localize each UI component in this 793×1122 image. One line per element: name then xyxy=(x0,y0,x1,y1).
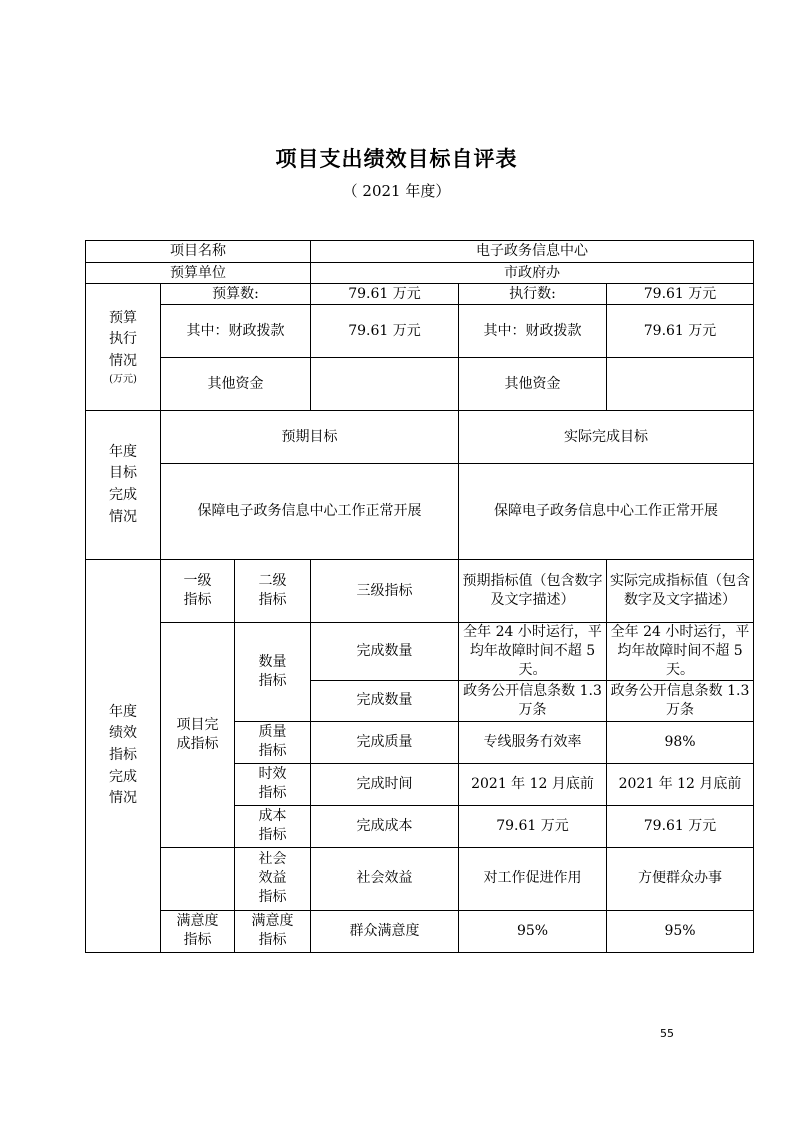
table-row xyxy=(86,847,754,910)
cost-indicator-label: 成本指标 xyxy=(235,805,311,847)
actual-goal-text: 保障电子政务信息中心工作正常开展 xyxy=(459,464,754,560)
level3-cell: 完成质量 xyxy=(311,721,459,763)
project-name-label: 项目名称 xyxy=(86,241,311,263)
actual-value-cell: 2021 年 12 月底前 xyxy=(607,763,754,805)
budget-unit-label: 预算单位 xyxy=(86,263,311,284)
actual-value-header: 实际完成指标值（包含数字及文字描述） xyxy=(607,560,754,623)
expected-goal-text: 保障电子政务信息中心工作正常开展 xyxy=(161,464,459,560)
actual-value-cell: 方便群众办事 xyxy=(607,847,754,910)
project-name-value: 电子政务信息中心 xyxy=(311,241,754,263)
fiscal-value-exec: 79.61 万元 xyxy=(607,305,754,358)
actual-value-cell: 95% xyxy=(607,910,754,952)
page-number: 55 xyxy=(660,1027,674,1040)
actual-goal-header: 实际完成目标 xyxy=(459,411,754,464)
quantity-indicator-label: 数量指标 xyxy=(235,623,311,722)
table-row xyxy=(86,358,754,411)
other-funds-value-budget xyxy=(311,358,459,411)
time-indicator-label: 时效指标 xyxy=(235,763,311,805)
level3-cell: 完成数量 xyxy=(311,680,459,721)
fiscal-value-budget: 79.61 万元 xyxy=(311,305,459,358)
fiscal-label-exec: 其中：财政拨款 xyxy=(459,305,607,358)
page-subtitle: （ 2021 年度） xyxy=(342,182,451,200)
level3-cell: 完成数量 xyxy=(311,623,459,681)
expected-value-cell: 2021 年 12 月底前 xyxy=(459,763,607,805)
level3-cell: 群众满意度 xyxy=(311,910,459,952)
table-row xyxy=(86,560,754,623)
exec-amount-label: 执行数: xyxy=(459,284,607,305)
expected-value-cell: 95% xyxy=(459,910,607,952)
actual-value-cell: 98% xyxy=(607,721,754,763)
level3-cell: 完成时间 xyxy=(311,763,459,805)
actual-value-cell: 全年 24 小时运行，平均年故障时间不超 5 天。 xyxy=(607,623,754,681)
social-benefit-indicator-label: 社会效益指标 xyxy=(235,847,311,910)
level1-header: 一级指标 xyxy=(161,560,235,623)
goals-section-label: 年度目标完成情况 xyxy=(86,411,161,560)
indicators-section-label: 年度绩效指标完成情况 xyxy=(86,560,161,953)
budget-unit-value: 市政府办 xyxy=(311,263,754,284)
expected-value-cell: 全年 24 小时运行，平均年故障时间不超 5 天。 xyxy=(459,623,607,681)
actual-value-cell: 79.61 万元 xyxy=(607,805,754,847)
budget-amount-value: 79.61 万元 xyxy=(311,284,459,305)
budget-section-label: 预算执行情况 (万元) xyxy=(86,284,161,411)
other-funds-value-exec xyxy=(607,358,754,411)
table-row xyxy=(86,623,754,681)
other-funds-label-exec: 其他资金 xyxy=(459,358,607,411)
other-funds-label-budget: 其他资金 xyxy=(161,358,311,411)
level3-cell: 社会效益 xyxy=(311,847,459,910)
expected-value-cell: 政务公开信息条数 1.3 万条 xyxy=(459,680,607,721)
table-row xyxy=(86,910,754,952)
table-row xyxy=(86,464,754,560)
table-row xyxy=(86,411,754,464)
expected-value-cell: 专线服务冇效率 xyxy=(459,721,607,763)
level3-header: 三级指标 xyxy=(311,560,459,623)
level2-header: 二级指标 xyxy=(235,560,311,623)
table-row xyxy=(86,241,754,263)
exec-amount-value: 79.61 万元 xyxy=(607,284,754,305)
evaluation-table xyxy=(85,240,754,953)
budget-amount-label: 预算数: xyxy=(161,284,311,305)
expected-value-header: 预期指标值（包含数字及文字描述） xyxy=(459,560,607,623)
table-row xyxy=(86,305,754,358)
expected-value-cell: 对工作促进作用 xyxy=(459,847,607,910)
project-completion-group: 项目完成指标 xyxy=(161,623,235,848)
level3-cell: 完成成本 xyxy=(311,805,459,847)
table-row xyxy=(86,284,754,305)
fiscal-label-budget: 其中：财政拨款 xyxy=(161,305,311,358)
satisfaction-group: 满意度指标 xyxy=(161,910,235,952)
satisfaction-indicator-label: 满意度指标 xyxy=(235,910,311,952)
quality-indicator-label: 质量指标 xyxy=(235,721,311,763)
page-title: 项目支出绩效目标自评表 xyxy=(275,146,518,171)
actual-value-cell: 政务公开信息条数 1.3 万条 xyxy=(607,680,754,721)
benefit-group xyxy=(161,847,235,910)
table-row xyxy=(86,263,754,284)
expected-goal-header: 预期目标 xyxy=(161,411,459,464)
expected-value-cell: 79.61 万元 xyxy=(459,805,607,847)
